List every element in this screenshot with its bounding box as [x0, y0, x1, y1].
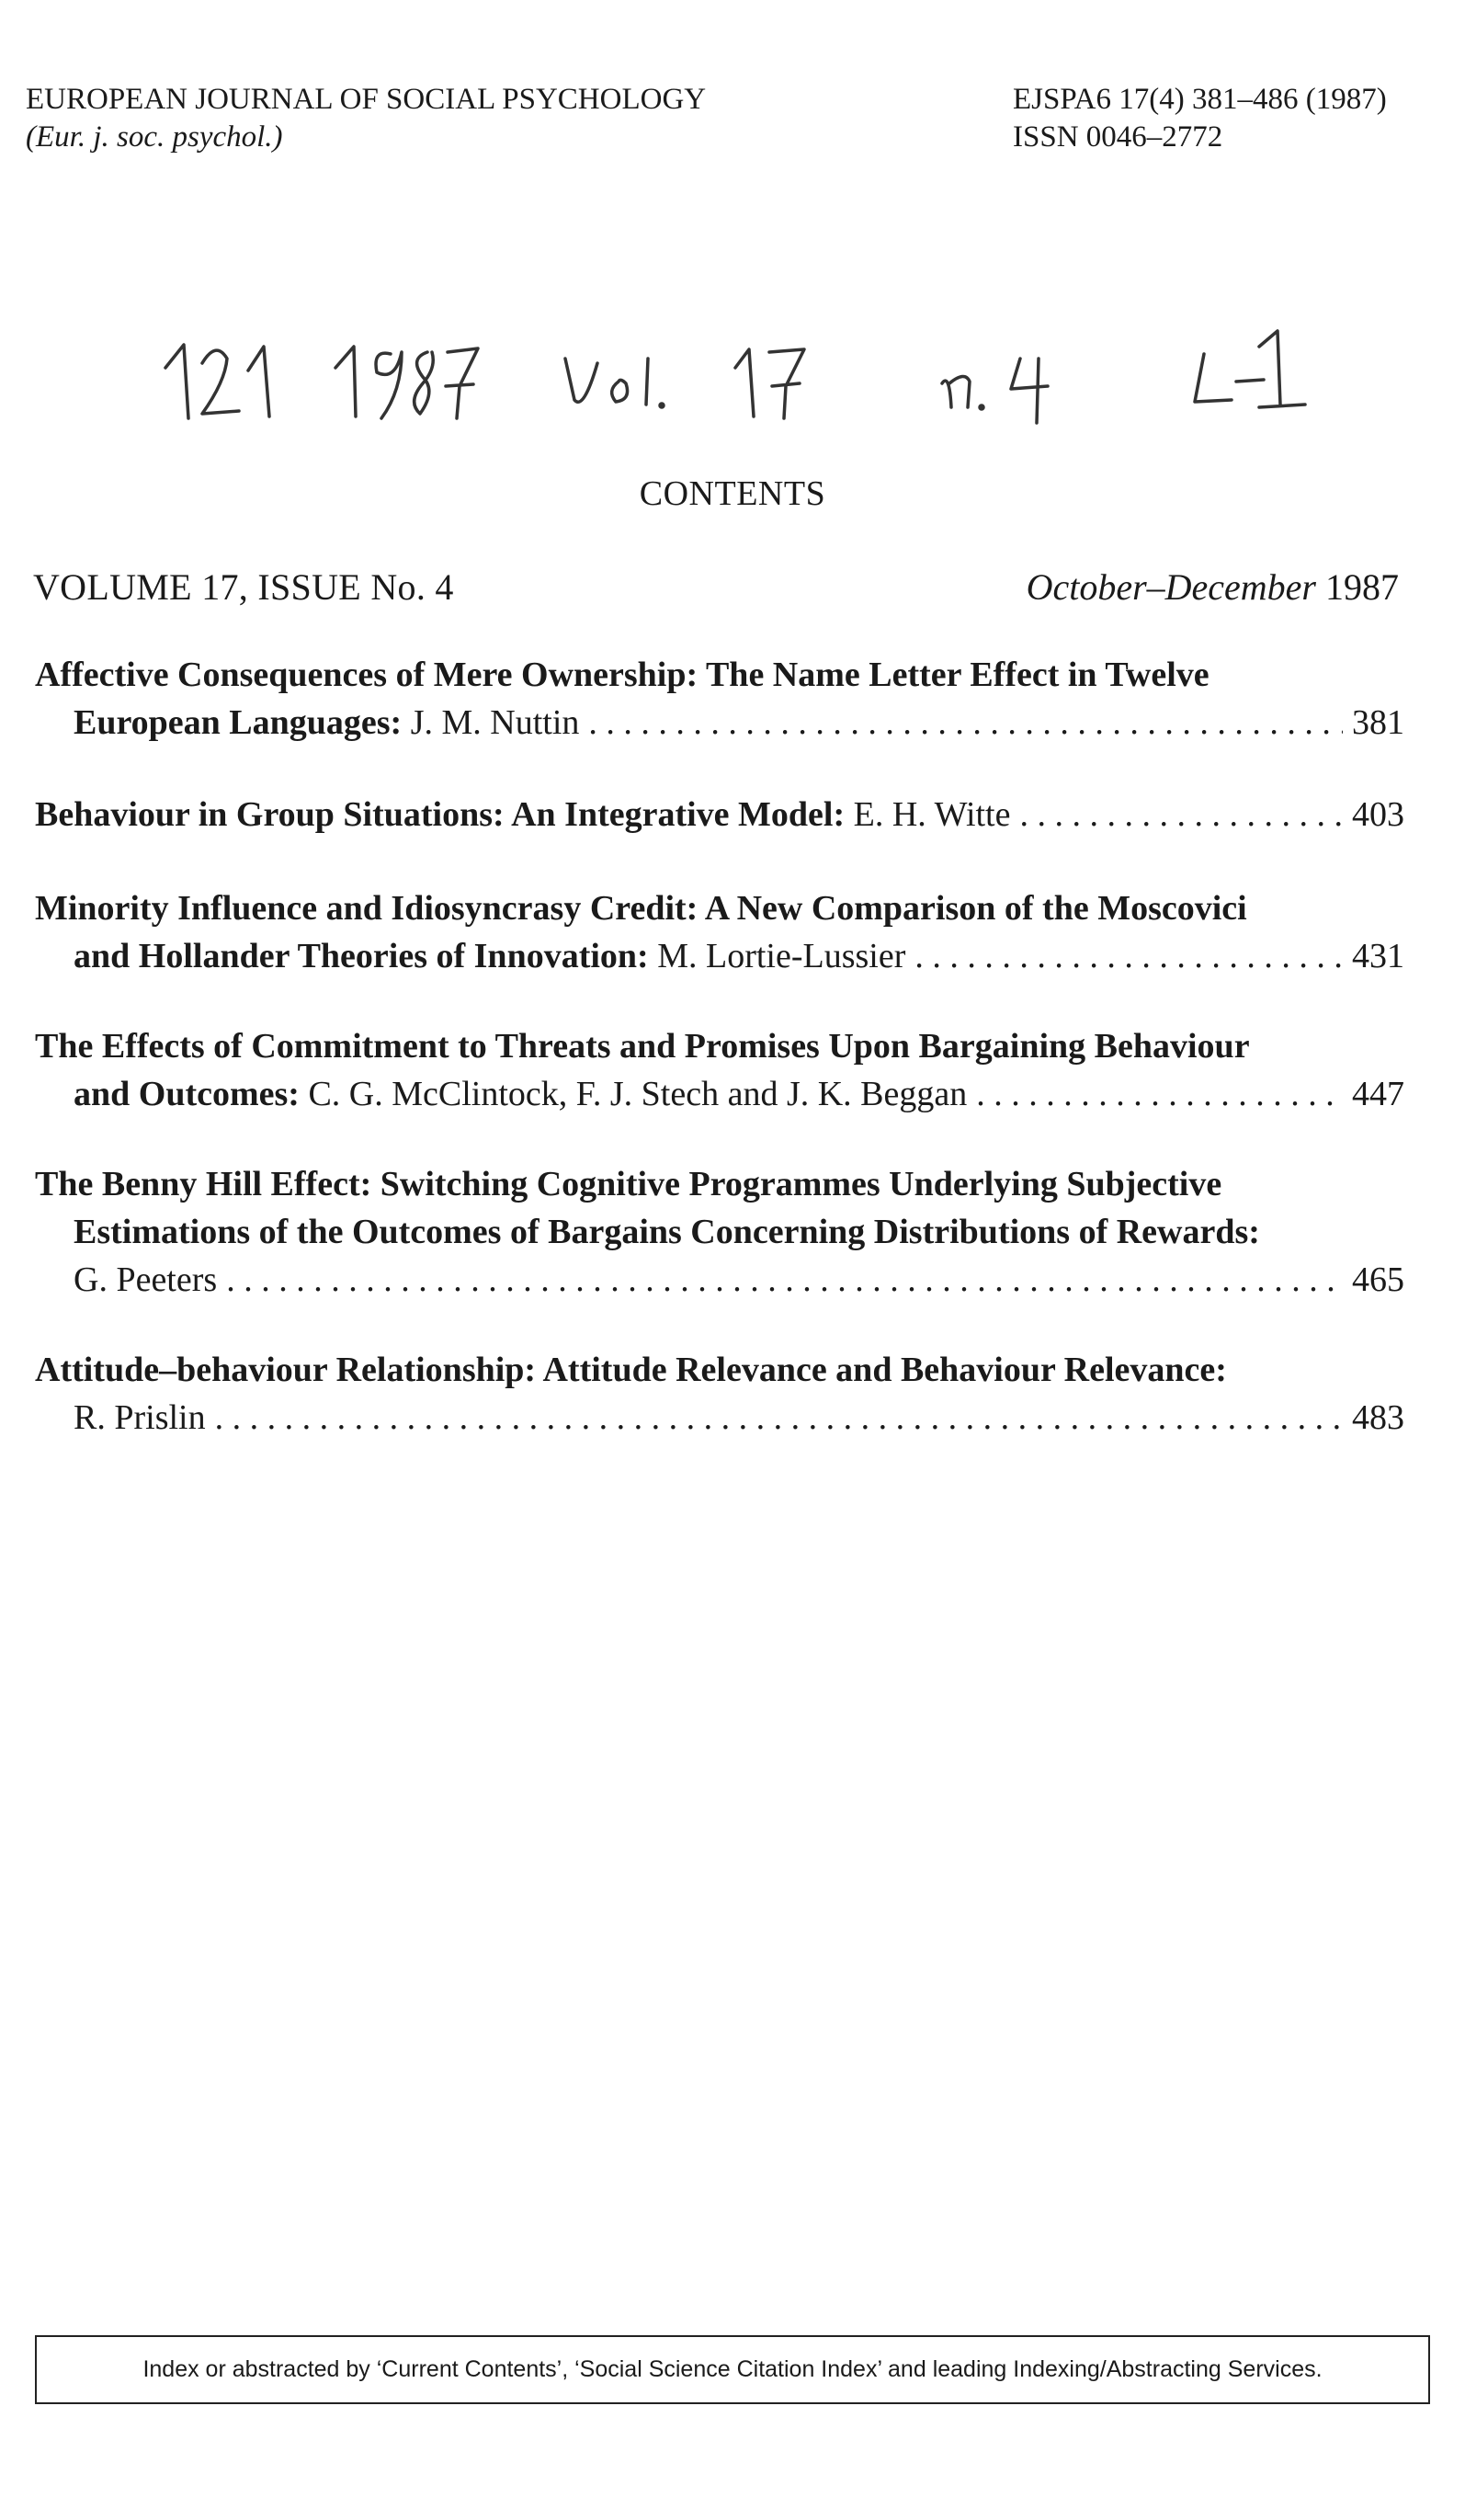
article-page: 403 — [1352, 795, 1404, 834]
article-title-line — [35, 1208, 1404, 1256]
dot-leader — [588, 699, 1343, 747]
article-authors: J. M. Nuttin — [410, 703, 580, 742]
dot-leader — [1019, 791, 1343, 838]
article-page: 381 — [1352, 703, 1404, 742]
issue-months: October–December — [1026, 566, 1316, 608]
article-detail-line — [35, 699, 1404, 747]
article-page: 465 — [1352, 1260, 1404, 1299]
article-title: Affective Consequences of Mere Ownership: The Name Letter Effect in Twelve — [35, 656, 1209, 694]
article-title-continued: and Hollander Theories of Innovation: — [74, 937, 649, 975]
dot-leader — [215, 1394, 1343, 1442]
index-notice-box — [35, 2335, 1430, 2404]
article-detail-line — [35, 1394, 1404, 1442]
article-page: 431 — [1352, 937, 1404, 975]
article-detail-line — [35, 1256, 1404, 1304]
article-detail-line — [35, 1070, 1404, 1118]
article-title-line — [35, 651, 1404, 699]
journal-title: EUROPEAN JOURNAL OF SOCIAL PSYCHOLOGY — [26, 83, 707, 116]
article-authors: M. Lortie-Lussier — [657, 937, 906, 975]
article-title-line — [35, 884, 1404, 932]
article-detail-line — [35, 932, 1404, 980]
article-authors: R. Prislin — [74, 1398, 206, 1437]
table-of-contents — [35, 651, 1404, 1442]
toc-entry[interactable] — [35, 791, 1404, 838]
dot-leader — [914, 932, 1343, 980]
issue-period — [1027, 565, 1399, 609]
toc-entry[interactable] — [35, 1022, 1404, 1118]
article-title-line — [35, 1346, 1404, 1394]
article-title-continued: Estimations of the Outcomes of Bargains Concerning Distributions of Rewards: — [74, 1213, 1260, 1251]
article-authors: G. Peeters — [74, 1260, 218, 1299]
journal-issn: ISSN 0046–2772 — [1013, 120, 1223, 154]
article-title: The Effects of Commitment to Threats and Promises Upon Bargaining Behaviour — [35, 1027, 1250, 1066]
volume-label: VOLUME 17, ISSUE No. 4 — [33, 566, 454, 608]
article-page: 483 — [1352, 1398, 1404, 1437]
index-notice: Index or abstracted by ‘Current Contents’, ‘Social Science Citation Index’ and leading Indexing/Abstracting Services. — [142, 2356, 1323, 2382]
journal-abbreviation: (Eur. j. soc. psychol.) — [26, 120, 283, 154]
toc-entry[interactable] — [35, 884, 1404, 980]
journal-code: EJSPA6 17(4) 381–486 (1987) — [1013, 83, 1387, 116]
article-authors: E. H. Witte — [853, 795, 1011, 834]
toc-entry[interactable] — [35, 1160, 1404, 1304]
article-title-line — [35, 1022, 1404, 1070]
article-title-continued: European Languages: — [74, 703, 403, 742]
dot-leader — [226, 1256, 1343, 1304]
dot-leader — [976, 1070, 1343, 1118]
toc-entry[interactable] — [35, 651, 1404, 747]
article-title: The Benny Hill Effect: Switching Cognitive Programmes Underlying Subjective — [35, 1165, 1222, 1203]
contents-heading: CONTENTS — [639, 474, 826, 513]
article-title-line — [35, 1160, 1404, 1208]
toc-entry[interactable] — [35, 1346, 1404, 1442]
article-title-continued: and Outcomes: — [74, 1075, 300, 1113]
article-authors: C. G. McClintock, F. J. Stech and J. K. Beggan — [308, 1075, 968, 1113]
article-detail-line — [35, 791, 1404, 838]
article-title: Behaviour in Group Situations: An Integrative Model: — [35, 795, 846, 834]
handwritten-note — [161, 326, 1319, 428]
issue-year: 1987 — [1325, 566, 1399, 608]
article-title: Minority Influence and Idiosyncrasy Credit: A New Comparison of the Moscovici — [35, 889, 1247, 928]
article-title: Attitude–behaviour Relationship: Attitude Relevance and Behaviour Relevance: — [35, 1351, 1227, 1389]
article-page: 447 — [1352, 1075, 1404, 1113]
